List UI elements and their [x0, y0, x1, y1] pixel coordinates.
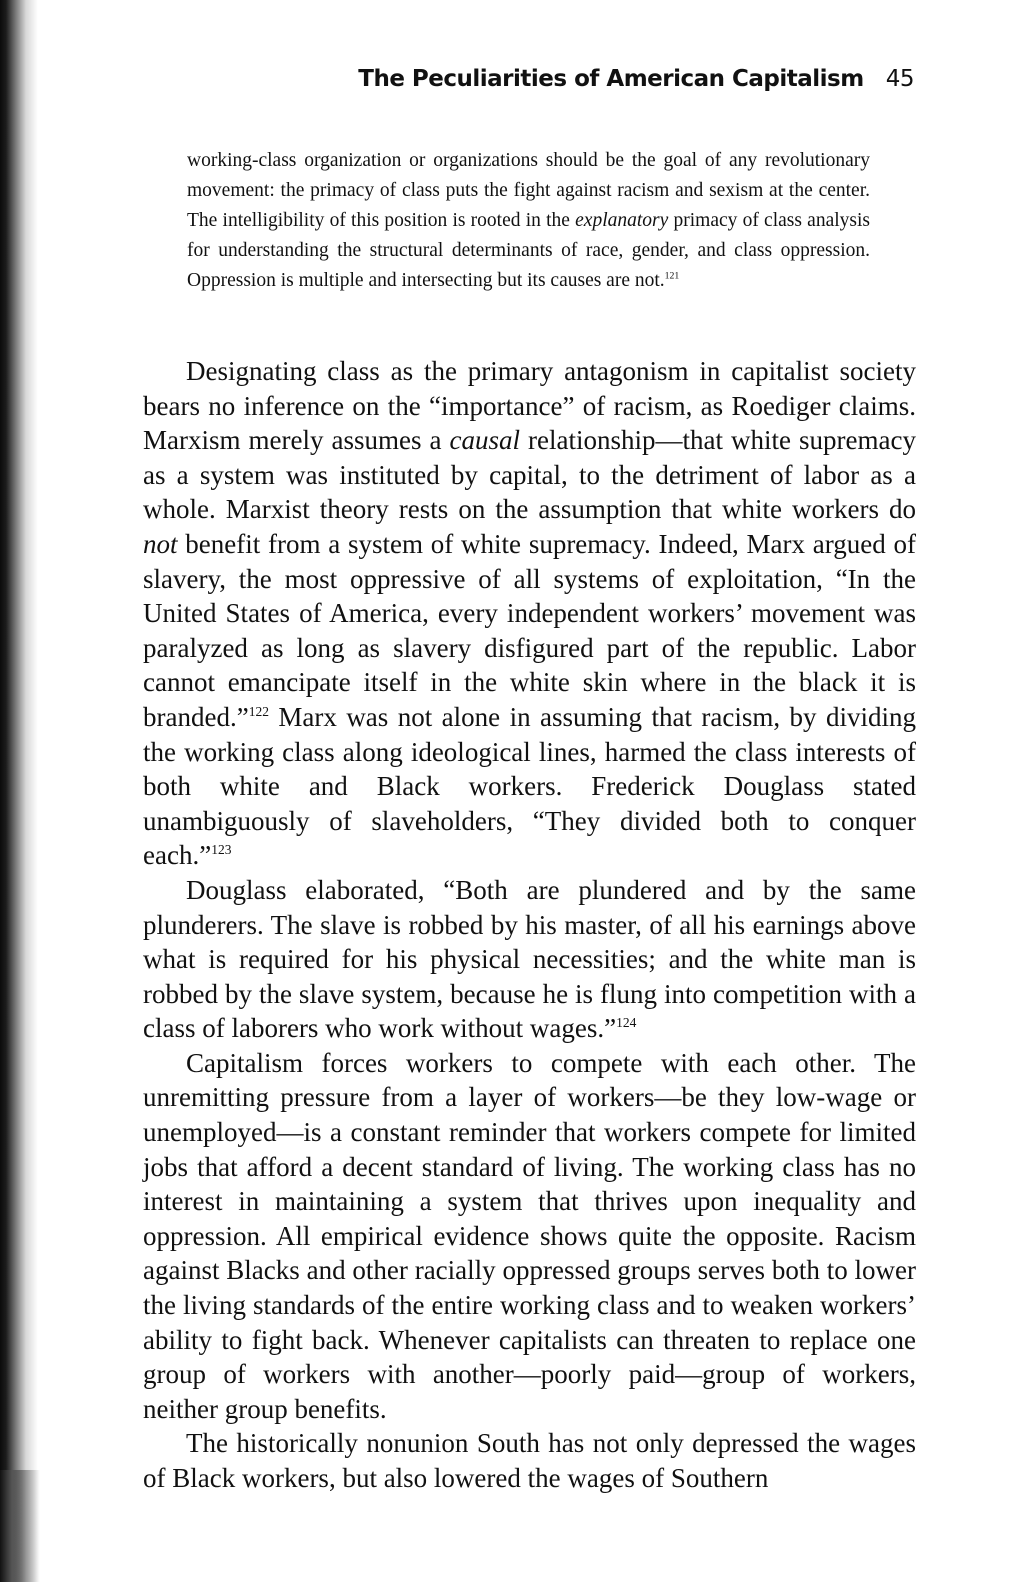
- page-number: 45: [885, 66, 914, 92]
- running-head-title: The Peculiarities of American Capitalism: [358, 66, 864, 92]
- emphasis-causal: causal: [449, 425, 521, 456]
- footnote-ref: 123: [211, 842, 232, 858]
- paragraph-2: Douglass elaborated, “Both are plundered and by the same plunderers. The slave is robbed by his master, of all his earnings above what is required for his physical necessities; and the white man is robbed by the slave system, because he is flung into competition with a class of laborers who work without wages.”$^{124}$: [143, 874, 916, 1044]
- body-text: [143, 354, 916, 1496]
- block-quote: working-class organization or organizations should be the goal of any revolutionary movement: the primacy of class puts the fight against racism and sexism at the center. The intelligibility of this position is rooted in the explanatory primacy of class analysis for understanding the structural determinants of race, gender, and class oppression. Oppression is multiple and intersecting but its causes are not.$^{121}$: [187, 150, 870, 291]
- scan-corner-shadow: [0, 1470, 40, 1582]
- paragraph-3: Capitalism forces workers to compete with each other. The unremitting pressure from a layer of workers—be they low-wage or unemployed—is a constant reminder that workers compete for limited jobs that afford a decent standard of living. The working class has no interest in maintaining a system that thrives upon inequality and oppression. All empirical evidence shows quite the opposite. Racism against Blacks and other racially oppressed groups serves both to lower the living standards of the entire working class and to weaken workers’ ability to fight back. Whenever capitalists can threaten to replace one group of workers with another—poorly paid—group of workers, neither group benefits.: [143, 1047, 916, 1424]
- footnote-ref: 124: [616, 1015, 637, 1031]
- footnote-ref: 122: [248, 703, 269, 719]
- scan-binding-shadow: [0, 0, 38, 1582]
- emphasis-not: not: [143, 528, 178, 559]
- paragraph-1: Designating class as the primary antagonism in capitalist society bears no inference on the “importance” of racism, as Roediger claims. Marxism merely assumes a causal relationship—that white supremacy as a system was instituted by capital, to the detriment of labor as a whole. Marxist theory rests on the assumption that white workers do not benefit from a system of white supremacy. Indeed, Marx argued of slavery, the most oppressive of all systems of exploitation, “In the United States of America, every independent workers’ movement was paralyzed as long as slavery disfigured part of the republic. Labor cannot emancipate itself in the white skin where in the black it is branded.”$^{122}$ Marx was not alone in assuming that racism, by dividing the working class along ideological lines, harmed the class interests of both white and Black workers. Frederick Douglass stated unambiguously of slaveholders, “They divided both to conquer each.”$^{123}$: [143, 356, 916, 871]
- footnote-ref: 121: [664, 270, 680, 282]
- emphasis-explanatory: explanatory: [575, 210, 669, 231]
- running-header: [300, 66, 914, 106]
- paragraph-4: The historically nonunion South has not only depressed the wages of Black workers, but also lowered the wages of Southern: [143, 1428, 916, 1493]
